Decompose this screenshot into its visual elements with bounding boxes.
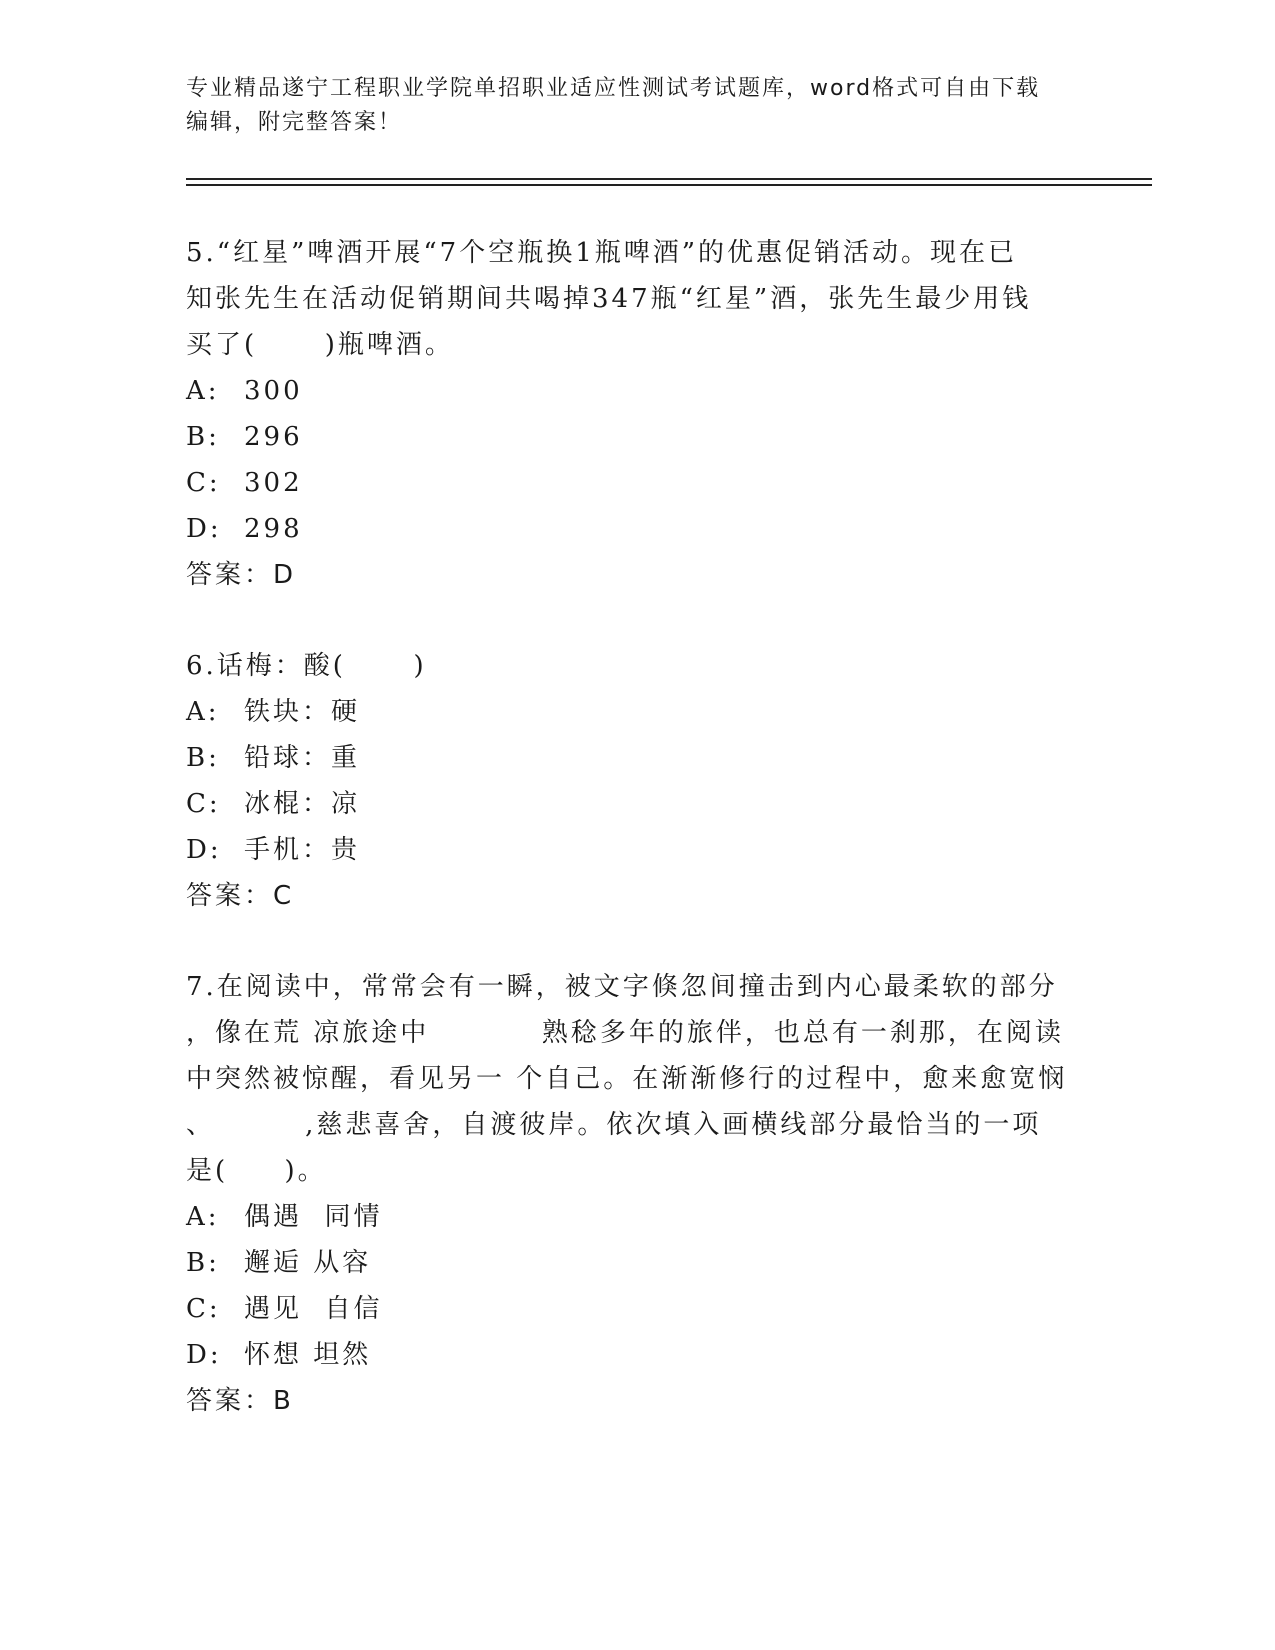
document-header — [186, 72, 1086, 140]
option-key: A: — [186, 697, 220, 727]
option-c — [186, 781, 1086, 827]
stem-line: 是( )。 — [186, 1156, 327, 1186]
header-divider-top — [186, 178, 1152, 180]
option-a — [186, 368, 1086, 414]
question-stem — [186, 230, 1086, 368]
question-list — [186, 230, 1086, 1469]
option-a — [186, 689, 1086, 735]
stem-line: ，像在荒 凉旅途中 熟稔多年的旅伴，也总有一刹那，在阅读 — [186, 1018, 1064, 1048]
option-c — [186, 460, 1086, 506]
option-list — [186, 1194, 1086, 1378]
header-line-1: 专业精品遂宁工程职业学院单招职业适应性测试考试题库，word格式可自由下载 — [186, 76, 1041, 101]
answer-label: 答案：B — [186, 1386, 294, 1416]
option-list — [186, 689, 1086, 873]
stem-line: 买了( )瓶啤酒。 — [186, 330, 454, 360]
option-key: B: — [186, 1248, 220, 1278]
option-text: 300 — [244, 376, 303, 406]
question-stem — [186, 964, 1086, 1194]
option-b — [186, 1240, 1086, 1286]
stem-line: 知张先生在活动促销期间共喝掉347瓶“红星”酒，张先生最少用钱 — [186, 284, 1032, 314]
option-key: D: — [186, 835, 222, 865]
stem-line: 7.在阅读中，常常会有一瞬，被文字倏忽间撞击到内心最柔软的部分 — [186, 972, 1058, 1002]
option-text: 偶遇 同情 — [244, 1202, 383, 1232]
option-text: 冰棍：凉 — [244, 789, 361, 819]
stem-line: 6.话梅：酸( ) — [186, 651, 427, 681]
option-key: C: — [186, 789, 221, 819]
option-text: 296 — [244, 422, 303, 452]
option-b — [186, 414, 1086, 460]
question-6 — [186, 643, 1086, 919]
option-text: 遇见 自信 — [244, 1294, 383, 1324]
header-line-2: 编辑，附完整答案！ — [186, 110, 403, 135]
option-text: 298 — [244, 514, 303, 544]
stem-line: 、 ,慈悲喜舍，自渡彼岸。依次填入画横线部分最恰当的一项 — [186, 1110, 1042, 1140]
option-c — [186, 1286, 1086, 1332]
option-a — [186, 1194, 1086, 1240]
option-key: B: — [186, 422, 220, 452]
stem-line: 中突然被惊醒，看见另一 个自己。在渐渐修行的过程中，愈来愈宽悯 — [186, 1064, 1068, 1094]
question-stem — [186, 643, 1086, 689]
option-text: 手机：贵 — [244, 835, 361, 865]
header-divider-bottom — [186, 184, 1152, 186]
option-text: 铅球：重 — [244, 743, 361, 773]
option-key: A: — [186, 1202, 220, 1232]
option-list — [186, 368, 1086, 552]
option-text: 铁块：硬 — [244, 697, 361, 727]
answer-label: 答案：D — [186, 560, 297, 590]
option-b — [186, 735, 1086, 781]
option-key: C: — [186, 1294, 221, 1324]
option-key: D: — [186, 1340, 222, 1370]
option-key: B: — [186, 743, 220, 773]
option-d — [186, 506, 1086, 552]
question-5 — [186, 230, 1086, 598]
option-text: 邂逅 从容 — [244, 1248, 372, 1278]
option-key: C: — [186, 468, 221, 498]
option-text: 302 — [244, 468, 303, 498]
answer-label: 答案：C — [186, 881, 295, 911]
stem-line: 5.“红星”啤酒开展“7个空瓶换1瓶啤酒”的优惠促销活动。现在已 — [186, 238, 1018, 268]
option-key: A: — [186, 376, 220, 406]
question-7 — [186, 964, 1086, 1424]
option-d — [186, 1332, 1086, 1378]
option-d — [186, 827, 1086, 873]
option-text: 怀想 坦然 — [244, 1340, 372, 1370]
option-key: D: — [186, 514, 222, 544]
